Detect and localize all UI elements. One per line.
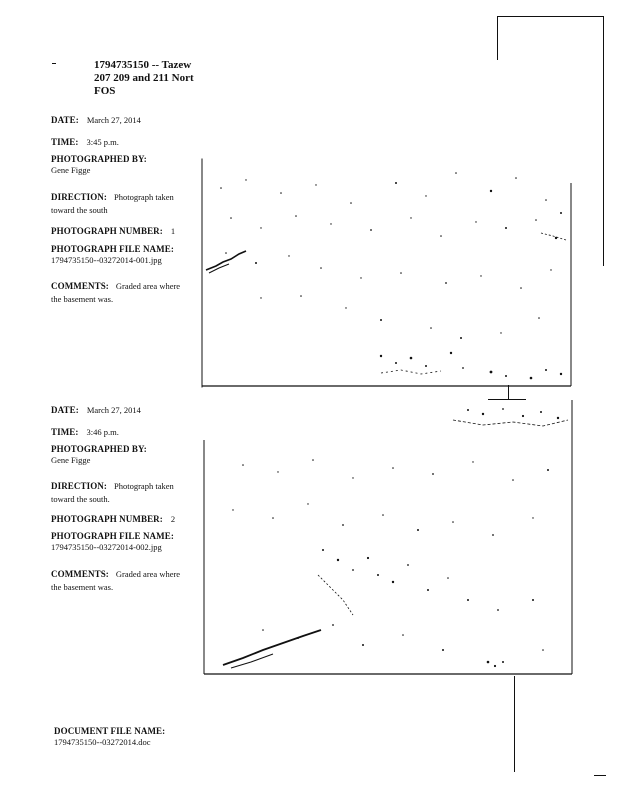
photo-number-label: PHOTOGRAPH NUMBER: [51,514,163,524]
corner-mark-right [603,16,604,266]
date-label: DATE: [51,405,79,415]
photographed-by-value: Gene Figge [51,455,91,465]
photograph-2-image [203,400,575,676]
time-row [51,132,119,150]
photographed-by-label: PHOTOGRAPHED BY: [51,154,147,164]
photo-file-row [51,531,174,553]
date-value: March 27, 2014 [86,115,141,125]
photo-file-row [51,244,174,266]
header-line-3: FOS [94,85,116,97]
comments-label: COMMENTS: [51,569,109,579]
photographed-by-value: Gene Figge [51,165,91,175]
direction-value-line-2: toward the south [51,205,108,215]
photo-number-label: PHOTOGRAPH NUMBER: [51,226,163,236]
comments-value-line-2: the basement was. [51,582,114,592]
time-label: TIME: [51,427,79,437]
photographed-by-row [51,154,147,176]
date-row [51,110,141,128]
direction-value-line-1: Photograph taken [114,481,174,491]
photograph-2 [203,400,575,676]
direction-value-line-1: Photograph taken [114,192,174,202]
document-file-block [54,726,165,748]
photographed-by-row [51,444,147,466]
time-value: 3:46 p.m. [86,427,119,437]
direction-label: DIRECTION: [51,192,108,202]
photo-file-value: 1794735150--03272014-001.jpg [51,255,162,265]
photo-number-value: 2 [170,514,176,524]
date-label: DATE: [51,115,79,125]
header-line-2: 207 209 and 211 Nort [94,72,194,84]
center-mark-vertical [508,385,509,400]
direction-value-line-2: toward the south. [51,494,110,504]
photo-file-value: 1794735150--03272014-002.jpg [51,542,162,552]
date-value: March 27, 2014 [86,405,141,415]
photograph-1-image [201,158,573,388]
header-line-1: 1794735150 -- Tazew [94,59,192,71]
photo-number-row [51,221,175,239]
comments-value-line-1: Graded area where [115,281,181,291]
photo-file-label: PHOTOGRAPH FILE NAME: [51,531,174,541]
comments-row [51,276,180,305]
comments-label: COMMENTS: [51,281,109,291]
document-file-label: DOCUMENT FILE NAME: [54,726,166,736]
margin-tick [52,63,56,64]
document-header [94,59,194,98]
comments-row [51,564,180,593]
photo-number-value: 1 [170,226,176,236]
bottom-right-mark [594,775,606,776]
date-row [51,400,141,418]
comments-value-line-1: Graded area where [115,569,181,579]
time-row [51,422,119,440]
time-value: 3:45 p.m. [86,137,119,147]
time-label: TIME: [51,137,79,147]
photo-file-label: PHOTOGRAPH FILE NAME: [51,244,174,254]
comments-value-line-2: the basement was. [51,294,114,304]
direction-row [51,187,174,216]
corner-mark-left [497,16,498,60]
direction-row [51,476,174,505]
photo-number-row [51,509,175,527]
photograph-1 [201,158,573,388]
photographed-by-label: PHOTOGRAPHED BY: [51,444,147,454]
document-file-value: 1794735150--03272014.doc [54,737,151,747]
direction-label: DIRECTION: [51,481,108,491]
corner-mark-top [497,16,604,17]
bottom-mark-vertical [514,676,515,772]
